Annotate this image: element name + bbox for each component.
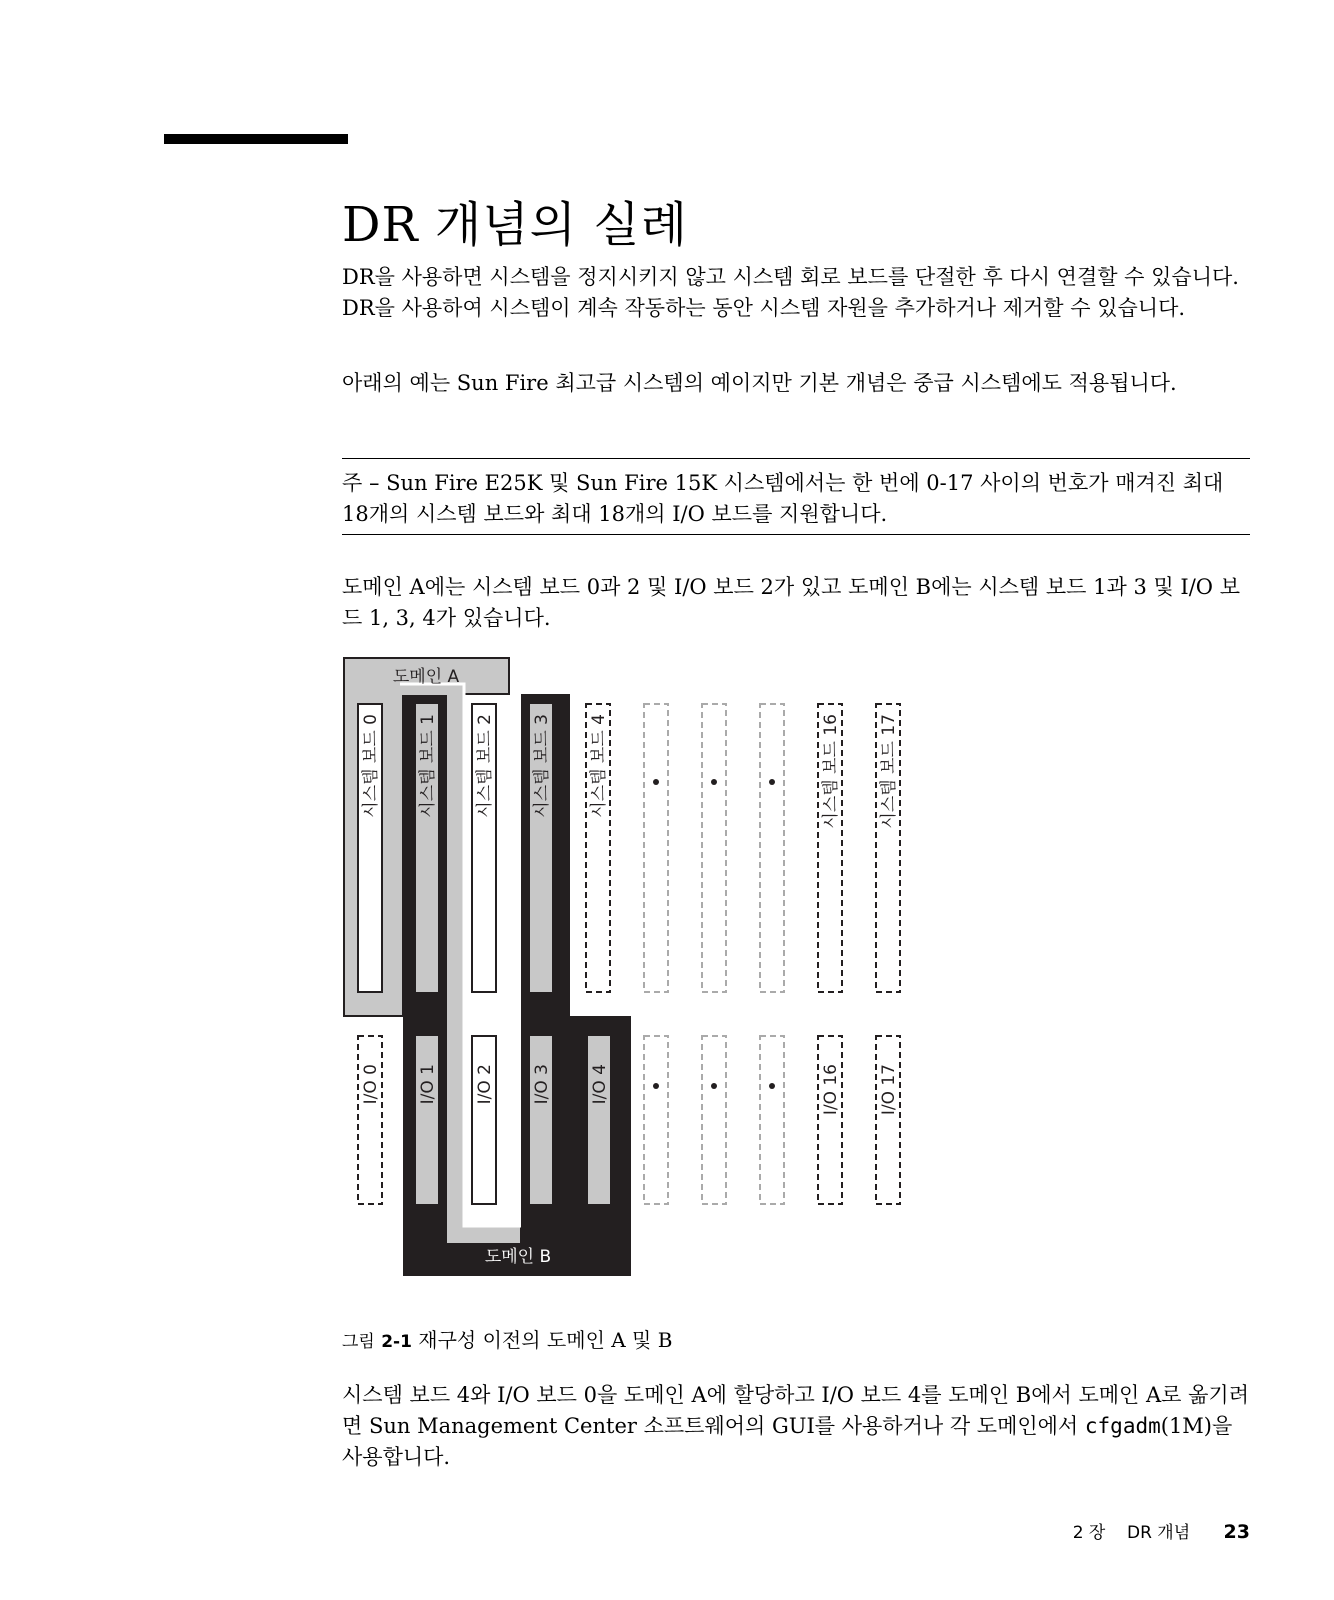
io-board-ellipsis-3 (760, 1036, 784, 1204)
ellipsis-dot (769, 779, 775, 785)
caption-number: 2-1 (381, 1332, 412, 1352)
io-board-2 (472, 1036, 496, 1204)
io-board-4 (588, 1036, 610, 1204)
io-board-ellipsis-1 (644, 1036, 668, 1204)
ellipsis-dot (653, 779, 659, 785)
paragraph-reassign-suffix: (1M)을 사용합니다. (342, 1414, 1233, 1469)
system-board-label-1: 시스템 보드 1 (418, 714, 438, 818)
domain-b-label: 도메인 B (484, 1247, 552, 1267)
footer-chapter: 2 장 (1072, 1523, 1106, 1543)
paragraph-example: 아래의 예는 Sun Fire 최고급 시스템의 예이지만 기본 개념은 중급 시스템에도 적용됩니다. (342, 371, 1177, 395)
domain-diagram (330, 652, 930, 1304)
io-board-0 (358, 1036, 382, 1204)
io-board-label-3: I/O 3 (532, 1064, 552, 1105)
io-board-3 (530, 1036, 552, 1204)
paragraph-reassign (342, 1380, 1250, 1473)
footer-section: DR 개념 (1126, 1523, 1191, 1543)
io-board-label-4: I/O 4 (590, 1064, 610, 1105)
ellipsis-dot (769, 1083, 775, 1089)
io-board-ellipsis-2 (702, 1036, 726, 1204)
chapter-rule (164, 134, 348, 144)
ellipsis-dot (711, 1083, 717, 1089)
io-board-16 (818, 1036, 842, 1204)
note-box (342, 468, 1250, 530)
note-label: 주 – (342, 471, 380, 495)
ellipsis-dot (653, 1083, 659, 1089)
system-board-label-17: 시스템 보드 17 (879, 714, 899, 829)
caption-label: 그림 (342, 1332, 375, 1352)
io-board-label-1: I/O 1 (418, 1064, 438, 1105)
system-board-ellipsis-1 (644, 704, 668, 992)
io-board-label-16: I/O 16 (821, 1064, 841, 1116)
caption-text: 재구성 이전의 도메인 A 및 B (411, 1328, 673, 1352)
note-rule-top (342, 458, 1250, 459)
io-board-label-2: I/O 2 (475, 1064, 495, 1105)
paragraph-domains: 도메인 A에는 시스템 보드 0과 2 및 I/O 보드 2가 있고 도메인 B에는 시스템 보드 1과 3 및 I/O 보드 1, 3, 4가 있습니다. (342, 575, 1240, 630)
page-number: 23 (1223, 1521, 1250, 1543)
system-board-label-3: 시스템 보드 3 (532, 714, 552, 818)
note-text: Sun Fire E25K 및 Sun Fire 15K 시스템에서는 한 번에 0-17 사이의 번호가 매겨진 최대 18개의 시스템 보드와 최대 18개의 I/O 보드를 지원합니다. (342, 471, 1224, 526)
cfgadm-command: cfgadm (1084, 1414, 1161, 1438)
ellipsis-dot (711, 779, 717, 785)
io-board-label-0: I/O 0 (361, 1064, 381, 1105)
system-board-ellipsis-3 (760, 704, 784, 992)
system-board-label-4: 시스템 보드 4 (589, 714, 609, 818)
system-board-label-2: 시스템 보드 2 (475, 714, 495, 818)
system-board-label-0: 시스템 보드 0 (361, 714, 381, 818)
io-board-17 (876, 1036, 900, 1204)
page-footer (1073, 1518, 1250, 1543)
system-board-ellipsis-2 (702, 704, 726, 992)
domain-a-label: 도메인 A (392, 667, 460, 687)
system-board-label-16: 시스템 보드 16 (821, 714, 841, 829)
paragraph-reassign-text: 시스템 보드 4와 I/O 보드 0을 도메인 A에 할당하고 I/O 보드 4를 도메인 B에서 도메인 A로 옮기려면 Sun Management Center 소프트웨어의 GUI를 사용하거나 각 도메인에서 (342, 1383, 1249, 1438)
io-board-label-17: I/O 17 (879, 1064, 899, 1116)
paragraph-intro: DR을 사용하면 시스템을 정지시키지 않고 시스템 회로 보드를 단절한 후 다시 연결할 수 있습니다. DR을 사용하여 시스템이 계속 작동하는 동안 시스템 자원을 추가하거나 제거할 수 있습니다. (342, 265, 1239, 320)
section-title: DR 개념의 실례 (342, 197, 688, 253)
note-rule-bottom (342, 534, 1250, 535)
io-board-1 (416, 1036, 438, 1204)
figure-caption (342, 1324, 672, 1353)
